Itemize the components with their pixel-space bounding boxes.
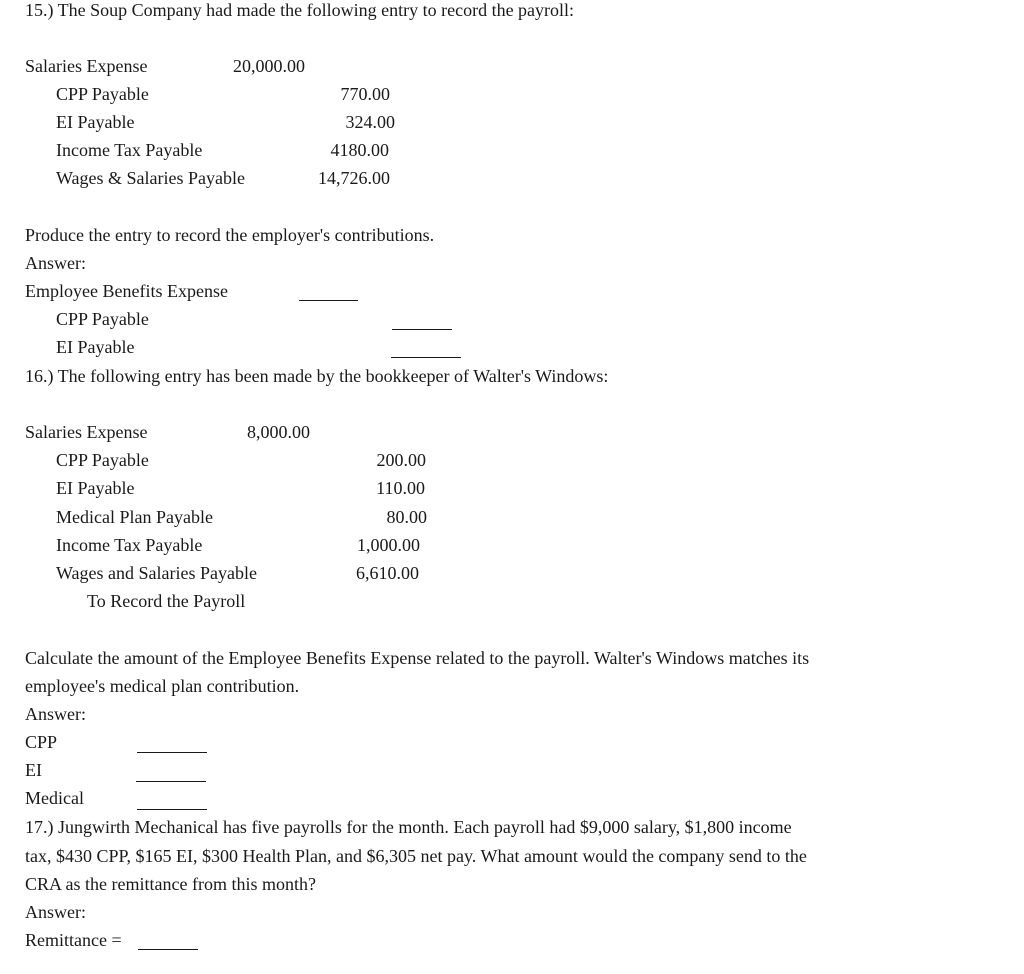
- q16-answer-label: Answer:: [25, 704, 86, 724]
- q17-answer-label: Answer:: [25, 902, 86, 922]
- q16-answer-line: EI: [25, 760, 42, 780]
- q16-credit-amount: 80.00: [386, 507, 427, 527]
- q16-credit-account: EI Payable: [56, 478, 135, 498]
- q15-answer-blank-employee-benefits[interactable]: [299, 300, 358, 301]
- q16-prompt: 16.) The following entry has been made by the bookkeeper of Walter's Windows:: [25, 366, 609, 386]
- q15-credit-amount: 4180.00: [330, 140, 389, 160]
- q16-credit-account: CPP Payable: [56, 450, 149, 470]
- q16-task-line: employee's medical plan contribution.: [25, 676, 300, 696]
- q16-credit-account: Medical Plan Payable: [56, 507, 213, 527]
- q17-answer-blank-remittance[interactable]: [138, 949, 198, 950]
- q16-credit-account: Wages and Salaries Payable: [56, 563, 257, 583]
- q15-credit-amount: 14,726.00: [318, 168, 390, 188]
- q17-line: CRA as the remittance from this month?: [25, 874, 316, 894]
- q16-credit-amount: 1,000.00: [357, 535, 420, 555]
- q15-debit-amount: 20,000.00: [233, 56, 305, 76]
- q15-debit-account: Salaries Expense: [25, 56, 148, 76]
- q15-credit-account: Wages & Salaries Payable: [56, 168, 245, 188]
- q17-line: 17.) Jungwirth Mechanical has five payrolls for the month. Each payroll had $9,000 salary, $1,800 income: [25, 817, 792, 837]
- q15-credit-account: CPP Payable: [56, 84, 149, 104]
- q15-credit-amount: 324.00: [345, 112, 395, 132]
- q17-remittance-label: Remittance =: [25, 930, 122, 950]
- q15-answer-line: Employee Benefits Expense: [25, 281, 228, 301]
- q16-answer-line: CPP: [25, 732, 58, 752]
- q16-answer-line: Medical: [25, 788, 84, 808]
- q16-credit-account: Income Tax Payable: [56, 535, 203, 555]
- q15-answer-label: Answer:: [25, 253, 86, 273]
- q15-answer-blank-ei[interactable]: [391, 357, 461, 358]
- q15-answer-line: CPP Payable: [56, 309, 149, 329]
- q15-answer-blank-cpp[interactable]: [392, 329, 452, 330]
- q15-answer-line: EI Payable: [56, 337, 135, 357]
- q15-task: Produce the entry to record the employer's contributions.: [25, 225, 435, 245]
- q16-answer-blank-ei[interactable]: [136, 781, 206, 782]
- q16-debit-account: Salaries Expense: [25, 422, 148, 442]
- q15-prompt: 15.) The Soup Company had made the following entry to record the payroll:: [25, 0, 575, 20]
- q16-credit-amount: 110.00: [376, 478, 425, 498]
- q16-answer-blank-medical[interactable]: [137, 809, 207, 810]
- q17-line: tax, $430 CPP, $165 EI, $300 Health Plan, and $6,305 net pay. What amount would the company send to the: [25, 846, 807, 866]
- q16-debit-amount: 8,000.00: [247, 422, 310, 442]
- q16-credit-amount: 200.00: [376, 450, 426, 470]
- q16-entry-memo: To Record the Payroll: [87, 591, 246, 611]
- q15-credit-account: EI Payable: [56, 112, 135, 132]
- q15-credit-amount: 770.00: [340, 84, 390, 104]
- q16-credit-amount: 6,610.00: [356, 563, 419, 583]
- q16-task-line: Calculate the amount of the Employee Benefits Expense related to the payroll. Walter's Windows matches its: [25, 648, 810, 668]
- q16-answer-blank-cpp[interactable]: [137, 752, 207, 753]
- q15-credit-account: Income Tax Payable: [56, 140, 203, 160]
